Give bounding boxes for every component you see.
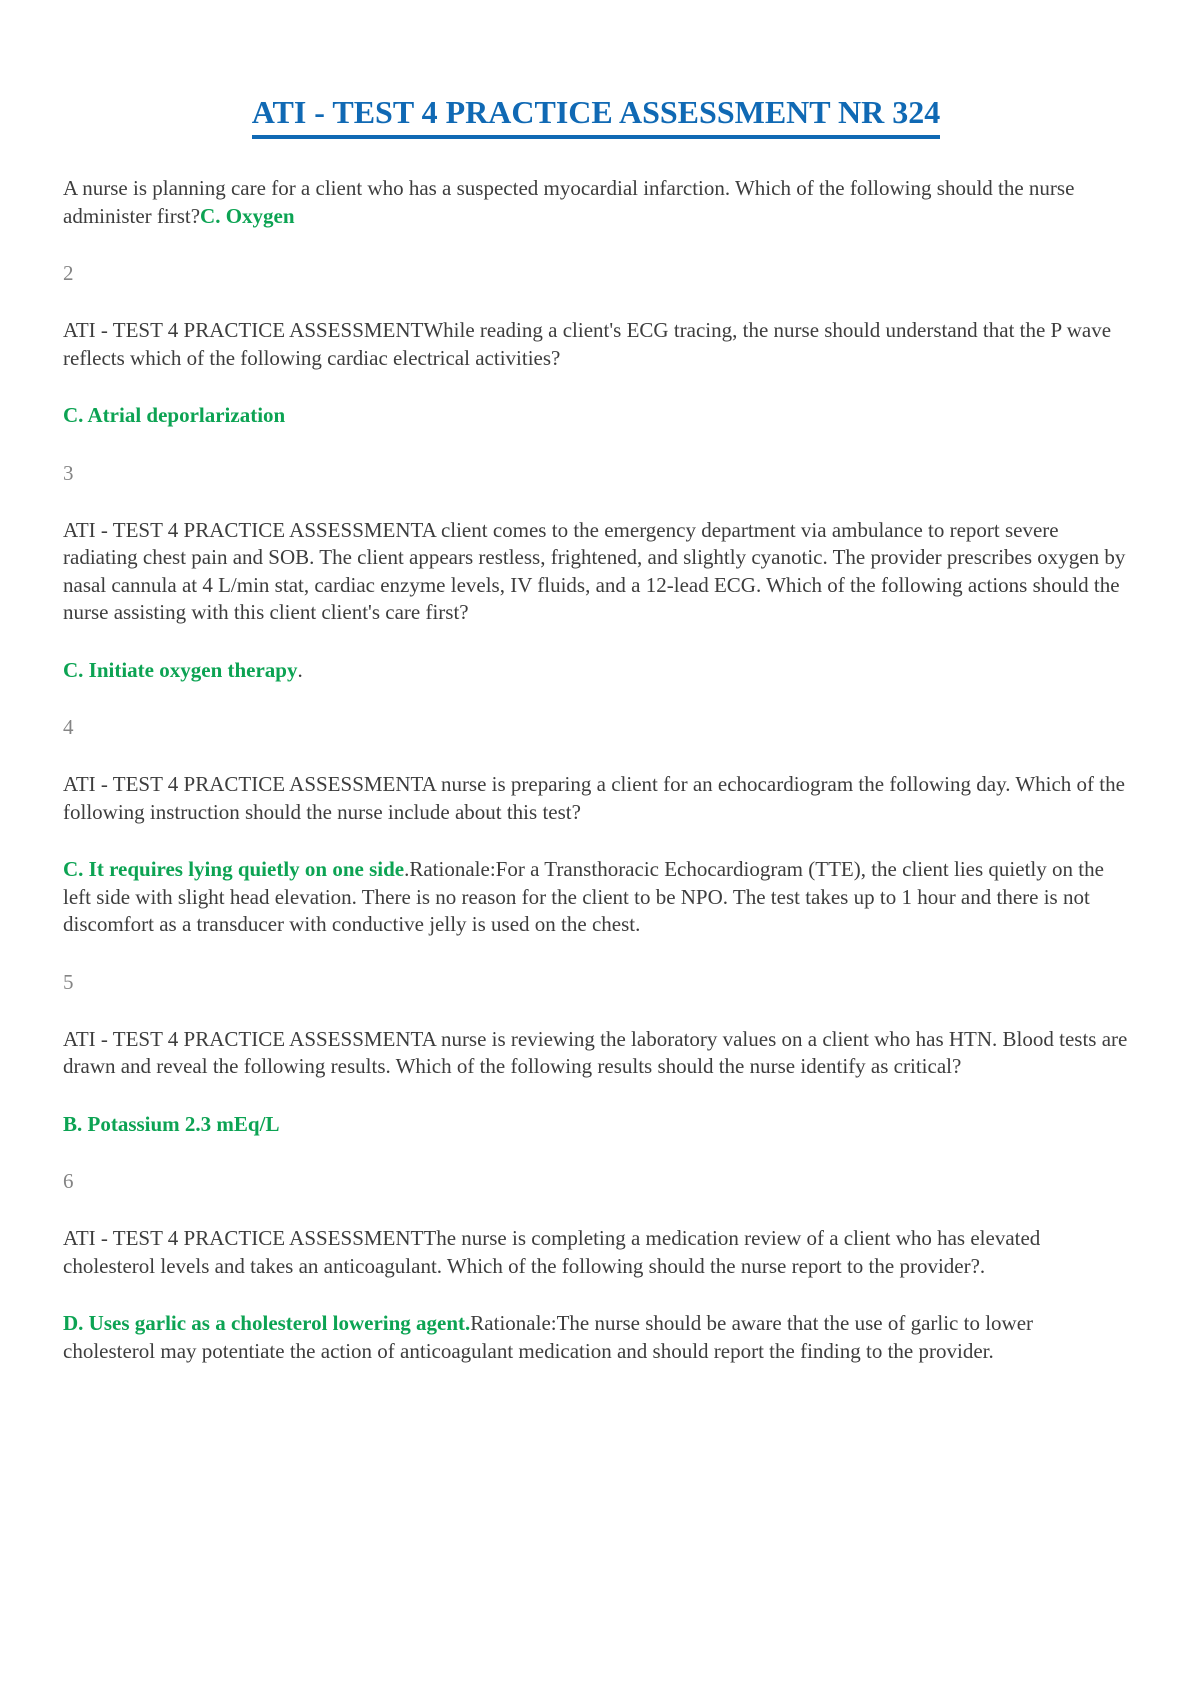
- question-3-text: ATI - TEST 4 PRACTICE ASSESSMENTA client comes to the emergency department via ambulance to report severe radiating chest pain and SOB. The client appears restless, frightened, and slightly cyanotic. The provider prescribes oxygen by nasal cannula at 4 L/min stat, cardiac enzyme levels, IV fluids, and a 12-lead ECG. Which of the following actions should the nurse assisting with this client client's care first?: [63, 517, 1126, 624]
- question-2-number: 2: [63, 261, 74, 285]
- question-1-answer: C. Oxygen: [200, 203, 295, 228]
- question-5-answer-paragraph: [63, 1111, 1129, 1139]
- question-3-number: 3: [63, 460, 74, 485]
- question-4-text: ATI - TEST 4 PRACTICE ASSESSMENTA nurse is preparing a client for an echocardiogram the following day. Which of the following instruction should the nurse include about this test?: [63, 772, 1125, 824]
- question-6-rationale: Rationale:The nurse should be aware that the use of garlic to lower cholesterol may potentiate the action of anticoagulant medication and should report the finding to the provider.: [63, 1311, 1034, 1363]
- page-title-text: ATI - TEST 4 PRACTICE ASSESSMENT NR 324: [252, 92, 941, 139]
- question-4-answer: C. It requires lying quietly on one side: [63, 857, 405, 881]
- page-title: [63, 92, 1129, 139]
- question-3-answer-period: .: [297, 657, 303, 682]
- question-6-paragraph: [63, 1225, 1129, 1280]
- question-5-text: ATI - TEST 4 PRACTICE ASSESSMENTA nurse is reviewing the laboratory values on a client who has HTN. Blood tests are drawn and reveal the following results. Which of the following results should the nurse identify as critical?: [63, 1026, 1128, 1078]
- question-6-answer: D. Uses garlic as a cholesterol lowering agent.: [63, 1311, 471, 1335]
- question-3-answer-paragraph: [63, 657, 1129, 685]
- question-4-number: 4: [63, 715, 74, 739]
- question-2-answer-paragraph: [63, 402, 1129, 430]
- question-5-answer: B. Potassium 2.3 mEq/L: [63, 1111, 280, 1136]
- question-2-paragraph: [63, 317, 1129, 372]
- question-3-paragraph: [63, 517, 1129, 627]
- question-4-answer-paragraph: [63, 856, 1129, 939]
- question-2-text: ATI - TEST 4 PRACTICE ASSESSMENTWhile reading a client's ECG tracing, the nurse should understand that the P wave reflects which of the following cardiac electrical activities?: [63, 318, 1112, 370]
- question-5-number: 5: [63, 969, 74, 994]
- question-6-text: ATI - TEST 4 PRACTICE ASSESSMENTThe nurse is completing a medication review of a client who has elevated cholesterol levels and takes an anticoagulant. Which of the following should the nurse report to the provider?.: [63, 1226, 1041, 1278]
- question-5-paragraph: [63, 1026, 1129, 1081]
- question-4-rationale: Rationale:For a Transthoracic Echocardiogram (TTE), the client lies quietly on the left side with slight head elevation. There is no reason for the client to be NPO. The test takes up to 1 hour and there is not discomfort as a transducer with conductive jelly is used on the chest.: [63, 857, 1104, 936]
- question-6-number: 6: [63, 1169, 74, 1193]
- question-1-paragraph: [63, 175, 1129, 230]
- question-6-answer-paragraph: [63, 1310, 1129, 1365]
- question-2-answer: C. Atrial deporlarization: [63, 403, 286, 427]
- question-3-answer: C. Initiate oxygen therapy: [63, 657, 298, 682]
- question-4-answer-period: .: [404, 857, 410, 881]
- question-1-text: A nurse is planning care for a client who has a suspected myocardial infarction. Which of the following should the nurse administer first?: [63, 176, 1075, 228]
- question-4-paragraph: [63, 771, 1129, 826]
